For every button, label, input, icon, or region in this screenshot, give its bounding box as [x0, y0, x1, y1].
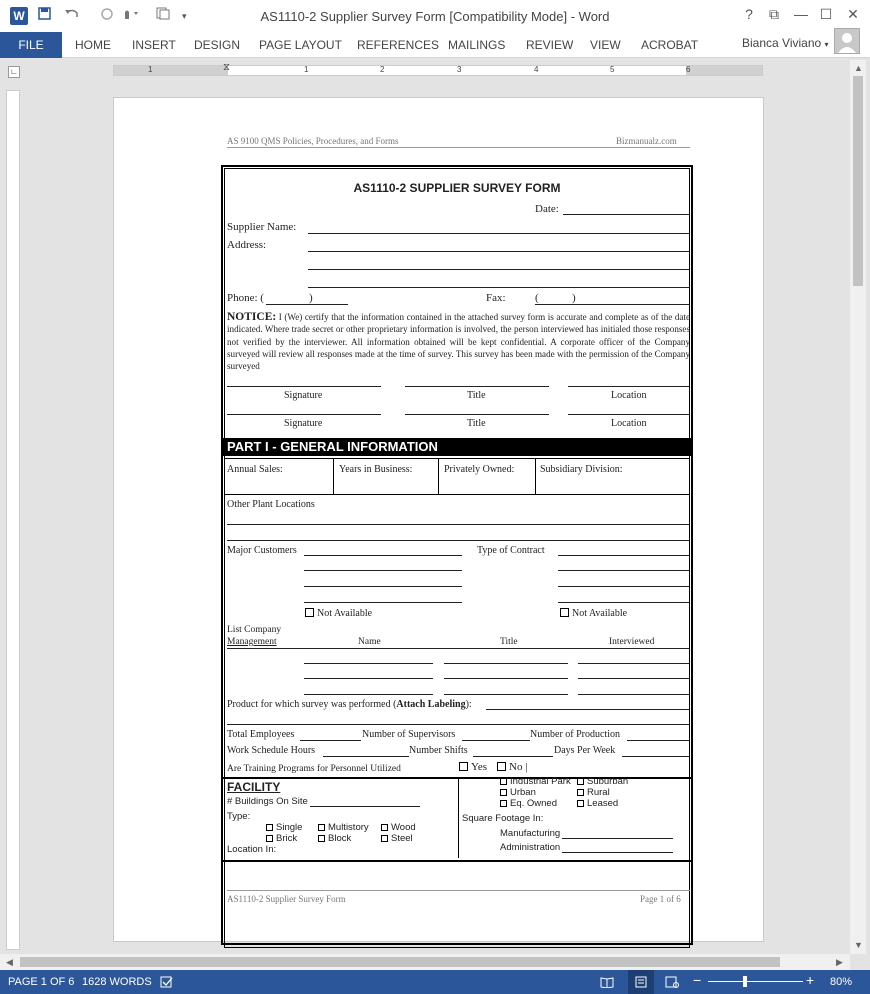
- type-label: Type:: [227, 811, 251, 822]
- header-rule: [227, 147, 690, 148]
- steel-label: Steel: [391, 833, 413, 844]
- chevron-down-icon: ▾: [824, 40, 829, 49]
- product-line[interactable]: [227, 724, 689, 725]
- suburban-option[interactable]: [577, 777, 628, 787]
- product-suffix: ):: [465, 699, 472, 710]
- window-title: AS1110-2 Supplier Survey Form [Compatibility Mode] - Word: [260, 9, 610, 24]
- tab-view[interactable]: VIEW: [590, 38, 621, 52]
- plant-location-line[interactable]: [227, 540, 689, 541]
- checkbox-icon[interactable]: [577, 778, 584, 785]
- form-title: AS1110-2 SUPPLIER SURVEY FORM: [353, 181, 561, 195]
- product-label: [227, 699, 472, 710]
- address-field-2[interactable]: [308, 269, 689, 270]
- other-plant-locations-label: Other Plant Locations: [227, 499, 315, 510]
- checkbox-icon[interactable]: [577, 800, 584, 807]
- industrial-park-option[interactable]: [500, 777, 571, 787]
- fax-open-paren: (: [535, 292, 539, 304]
- ruler-bar[interactable]: [113, 62, 763, 76]
- ruler-number: 1: [148, 65, 153, 74]
- facility-bottom-rule: [222, 860, 693, 862]
- years-in-business-label: Years in Business:: [339, 464, 413, 475]
- industrial-park-label: Industrial Park: [510, 777, 571, 787]
- leased-label: Leased: [587, 798, 619, 809]
- training-no-option[interactable]: No |: [497, 761, 527, 773]
- phone-close-paren: ): [309, 292, 313, 304]
- tab-selector-icon[interactable]: ∟: [8, 66, 20, 78]
- page-header-left: AS 9100 QMS Policies, Procedures, and Forms: [227, 136, 399, 146]
- ruler-number: 6: [686, 65, 691, 74]
- buildings-field[interactable]: [310, 806, 420, 807]
- urban-option[interactable]: [500, 787, 536, 798]
- location-line-2[interactable]: [568, 414, 689, 415]
- checkbox-icon[interactable]: [381, 824, 388, 831]
- not-available-label: Not Available: [572, 608, 628, 619]
- minimize-button[interactable]: —: [794, 6, 808, 22]
- help-icon[interactable]: ?: [745, 6, 753, 22]
- training-yes-option[interactable]: [459, 761, 487, 773]
- tab-review[interactable]: REVIEW: [526, 38, 574, 52]
- total-employees-label: Total Employees: [227, 729, 295, 740]
- wood-label: Wood: [391, 822, 416, 833]
- number-of-production-label: Number of Production: [530, 729, 620, 740]
- part1-heading: PART I - GENERAL INFORMATION: [222, 438, 693, 456]
- document-page[interactable]: [113, 97, 764, 942]
- type-of-contract-label: Type of Contract: [477, 545, 545, 556]
- vertical-ruler[interactable]: [6, 90, 20, 950]
- management-header-rule: [227, 648, 689, 649]
- tab-home[interactable]: HOME: [75, 38, 111, 52]
- location-caption-2: Location: [611, 418, 647, 429]
- yes-label: Yes: [471, 761, 488, 773]
- phone-field[interactable]: [266, 304, 348, 305]
- rural-label: Rural: [587, 787, 610, 798]
- subsidiary-division-label: Subsidiary Division:: [540, 464, 623, 475]
- plant-location-line[interactable]: [227, 524, 689, 525]
- address-field-3[interactable]: [308, 287, 689, 288]
- tab-acrobat[interactable]: ACROBAT: [641, 38, 699, 52]
- indent-marker-icon[interactable]: ⧖: [223, 62, 231, 73]
- management-title-line[interactable]: [444, 678, 568, 679]
- eq-owned-label: Eq. Owned: [510, 798, 557, 809]
- page-footer-right: Page 1 of 6: [640, 894, 681, 904]
- customer-line[interactable]: [304, 586, 462, 587]
- vertical-scrollbar[interactable]: [850, 60, 866, 954]
- administration-label: Administration: [500, 842, 561, 853]
- page-header-right: Bizmanualz.com: [616, 136, 677, 146]
- status-bar: [0, 970, 870, 994]
- days-per-week-label: Days Per Week: [554, 745, 616, 756]
- leased-option[interactable]: [577, 798, 618, 809]
- checkbox-icon[interactable]: [266, 835, 273, 842]
- total-employees-field[interactable]: [300, 740, 361, 741]
- work-hours-field[interactable]: [323, 756, 409, 757]
- manufacturing-label: Manufacturing: [500, 828, 561, 839]
- title-line-2[interactable]: [405, 414, 549, 415]
- urban-label: Urban: [510, 787, 536, 798]
- title-line-1[interactable]: [405, 386, 549, 387]
- management-name-line[interactable]: [304, 678, 433, 679]
- zoom-slider-thumb[interactable]: [743, 976, 747, 987]
- ruler-left-margin: [114, 66, 228, 75]
- notice-text: I (We) certify that the information contained in the attached survey form is accurate and complete as of the date indicated. Where trade secret or other proprietary information is involved, the person interviewed has initialed those responses not verified by the interviewer. All information obtained will be kept confidential. A corporate officer of the Company surveyed will review all responses made at the time of survey. This survey has been made with the permission of the Company surveyed: [227, 312, 690, 372]
- ruler-number: 3: [457, 65, 462, 74]
- read-mode-icon[interactable]: [600, 976, 614, 991]
- title-caption-2: Title: [467, 418, 486, 429]
- supplier-name-label: Supplier Name:: [227, 221, 297, 233]
- checkbox-icon[interactable]: [381, 835, 388, 842]
- checkbox-icon[interactable]: [577, 789, 584, 796]
- horizontal-scrollbar[interactable]: [0, 954, 850, 970]
- fax-field[interactable]: [535, 304, 689, 305]
- checkbox-icon[interactable]: [318, 824, 325, 831]
- footer-rule: [227, 890, 690, 891]
- ruler-number: 1: [304, 65, 309, 74]
- management-title-line[interactable]: [444, 663, 568, 664]
- management-interviewed-line[interactable]: [578, 663, 689, 664]
- cell-divider: [438, 458, 439, 495]
- fax-label: Fax:: [486, 292, 506, 304]
- maximize-button[interactable]: ☐: [819, 6, 833, 22]
- checkbox-icon[interactable]: [459, 762, 468, 771]
- page-footer-left: AS1110-2 Supplier Survey Form: [227, 894, 346, 904]
- list-company-label: List Company: [227, 625, 282, 635]
- ruler-number: 2: [380, 65, 385, 74]
- signature-line-2[interactable]: [227, 414, 381, 415]
- date-field[interactable]: [563, 214, 689, 215]
- address-field-1[interactable]: [308, 251, 689, 252]
- cell-divider: [535, 458, 536, 495]
- product-line[interactable]: [486, 709, 689, 710]
- address-label: Address:: [227, 239, 267, 251]
- tab-page-layout[interactable]: PAGE LAYOUT: [259, 38, 342, 52]
- number-shifts-label: Number Shifts: [409, 745, 468, 756]
- management-name-line[interactable]: [304, 663, 433, 664]
- multistory-label: Multistory: [328, 822, 369, 833]
- manufacturing-field[interactable]: [562, 838, 673, 839]
- checkbox-icon[interactable]: [500, 800, 507, 807]
- scroll-right-icon[interactable]: ▶: [836, 957, 843, 967]
- annual-sales-label: Annual Sales:: [227, 464, 283, 475]
- scroll-left-icon[interactable]: ◀: [6, 957, 13, 967]
- horizontal-ruler[interactable]: [0, 58, 870, 84]
- ribbon-tabs: [0, 32, 870, 58]
- customer-line[interactable]: [304, 570, 462, 571]
- supervisors-field[interactable]: [462, 740, 530, 741]
- interviewed-column-header: Interviewed: [609, 637, 655, 647]
- location-line-1[interactable]: [568, 386, 689, 387]
- management-label: Management: [227, 637, 277, 647]
- buildings-on-site-label: # Buildings On Site: [227, 796, 308, 807]
- brick-option[interactable]: [266, 833, 297, 844]
- block-label: Block: [328, 833, 352, 844]
- customer-line[interactable]: [304, 602, 462, 603]
- zoom-in-button[interactable]: +: [806, 972, 815, 988]
- user-name-label: Bianca Viviano: [742, 36, 822, 50]
- checkbox-icon[interactable]: [497, 762, 506, 771]
- contract-line[interactable]: [558, 586, 689, 587]
- days-field[interactable]: [622, 756, 689, 757]
- web-layout-icon[interactable]: [665, 976, 679, 991]
- shifts-field[interactable]: [473, 756, 553, 757]
- scroll-thumb[interactable]: [20, 957, 780, 967]
- proofing-icon[interactable]: [160, 976, 174, 991]
- contract-line[interactable]: [558, 602, 689, 603]
- tab-references[interactable]: REFERENCES: [357, 38, 440, 52]
- contract-line[interactable]: [558, 570, 689, 571]
- signature-caption-2: Signature: [284, 418, 323, 429]
- product-prefix: Product for which survey was performed (: [227, 699, 397, 710]
- checkbox-icon[interactable]: [305, 608, 314, 617]
- customize-icon[interactable]: ▾: [182, 11, 187, 21]
- scroll-thumb[interactable]: [853, 76, 863, 286]
- checkbox-icon[interactable]: [500, 778, 507, 785]
- ribbon-display-icon[interactable]: ⧉: [769, 6, 779, 22]
- single-option[interactable]: [266, 822, 302, 833]
- zoom-out-button[interactable]: −: [693, 972, 702, 988]
- contract-line[interactable]: [558, 555, 689, 556]
- signature-line-1[interactable]: [227, 386, 381, 387]
- training-question: Are Training Programs for Personnel Utilized: [227, 764, 401, 774]
- number-of-supervisors-label: Number of Supervisors: [362, 729, 456, 740]
- scroll-down-icon[interactable]: ▼: [854, 940, 863, 950]
- brick-label: Brick: [276, 833, 298, 844]
- word-app-icon: W: [10, 7, 28, 25]
- signature-caption-1: Signature: [284, 390, 323, 401]
- administration-field[interactable]: [562, 852, 673, 853]
- notice-paragraph: [227, 311, 690, 372]
- rural-option[interactable]: [577, 787, 610, 798]
- checkbox-icon[interactable]: [500, 789, 507, 796]
- fax-close-paren: ): [572, 292, 576, 304]
- close-button[interactable]: ✕: [847, 6, 859, 22]
- wood-option[interactable]: [381, 822, 416, 833]
- no-label: No: [509, 761, 523, 773]
- tab-design[interactable]: DESIGN: [194, 38, 241, 52]
- checkbox-icon[interactable]: [318, 835, 325, 842]
- word-count[interactable]: 1628 WORDS: [82, 976, 152, 988]
- avatar[interactable]: [834, 28, 860, 54]
- tab-mailings[interactable]: MAILINGS: [448, 38, 506, 52]
- eq-owned-option[interactable]: [500, 798, 557, 809]
- privately-owned-label: Privately Owned:: [444, 464, 515, 475]
- checkbox-icon[interactable]: [266, 824, 273, 831]
- name-column-header: Name: [358, 637, 381, 647]
- title-caption-1: Title: [467, 390, 486, 401]
- single-label: Single: [276, 822, 303, 833]
- tab-insert[interactable]: INSERT: [132, 38, 176, 52]
- major-customers-label: Major Customers: [227, 545, 297, 556]
- multistory-option[interactable]: [318, 822, 369, 833]
- customers-not-available[interactable]: [305, 608, 372, 619]
- not-available-label: Not Available: [317, 608, 373, 619]
- supplier-name-field[interactable]: [308, 233, 689, 234]
- notice-heading: NOTICE:: [227, 311, 277, 323]
- scroll-up-icon[interactable]: ▲: [854, 63, 863, 73]
- user-account[interactable]: [742, 36, 829, 50]
- location-in-label: Location In:: [227, 844, 277, 855]
- phone-label: Phone: (: [227, 292, 264, 304]
- facility-divider: [458, 779, 459, 858]
- page-count[interactable]: PAGE 1 OF 6: [8, 976, 75, 988]
- facility-heading: FACILITY: [227, 780, 281, 794]
- production-field[interactable]: [627, 740, 689, 741]
- work-schedule-hours-label: Work Schedule Hours: [227, 745, 316, 756]
- management-interviewed-line[interactable]: [578, 694, 689, 695]
- steel-option[interactable]: [381, 833, 413, 844]
- cell-divider: [333, 458, 334, 495]
- contract-not-available[interactable]: [560, 608, 627, 619]
- suburban-label: Suburban: [587, 777, 629, 787]
- print-layout-icon[interactable]: [628, 970, 654, 994]
- attach-labeling: Attach Labeling: [396, 699, 466, 710]
- management-interviewed-line[interactable]: [578, 678, 689, 679]
- square-footage-label: Square Footage In:: [462, 813, 544, 824]
- tab-file[interactable]: FILE: [0, 32, 62, 58]
- zoom-level[interactable]: 80%: [830, 976, 853, 988]
- management-name-line[interactable]: [304, 694, 433, 695]
- ruler-number: 4: [534, 65, 539, 74]
- location-caption-1: Location: [611, 390, 647, 401]
- date-label: Date:: [535, 203, 559, 215]
- zoom-slider[interactable]: [708, 981, 803, 982]
- customer-line[interactable]: [304, 555, 462, 556]
- block-option[interactable]: [318, 833, 351, 844]
- title-bar: [0, 0, 870, 32]
- ruler-right-margin: [686, 66, 762, 75]
- management-title-line[interactable]: [444, 694, 568, 695]
- ruler-number: 5: [610, 65, 615, 74]
- title-column-header: Title: [500, 637, 518, 647]
- checkbox-icon[interactable]: [560, 608, 569, 617]
